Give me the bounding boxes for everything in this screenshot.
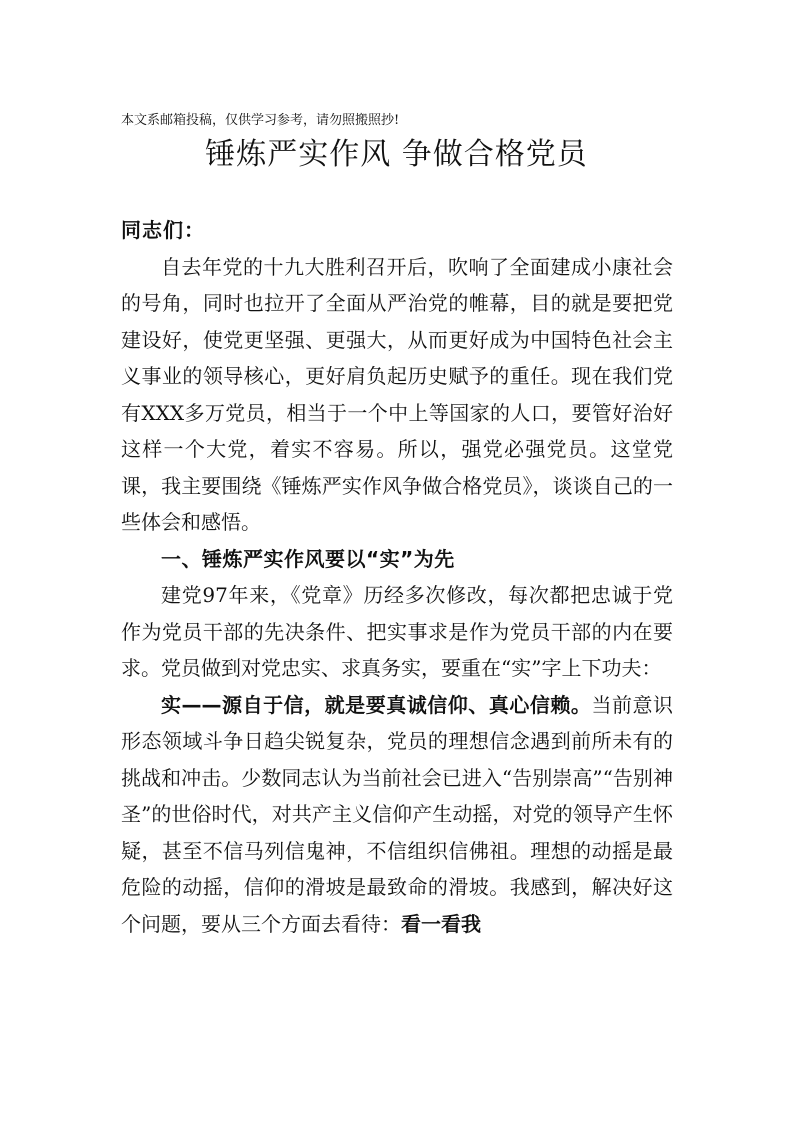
- paragraph-party-history: 建党97年来，《党章》历经多次修改，每次都把忠诚于党作为党员干部的先决条件、把实事求是作为党员干部的内在要求。党员做到对党忠实、求真务实，要重在“实”字上下功夫：: [121, 583, 673, 680]
- document-title: 锤炼严实作风 争做合格党员: [205, 137, 588, 172]
- document-body: [121, 212, 673, 942]
- paragraph-faith-lead: 实——源自于信，就是要真诚信仰、真心信赖。: [161, 692, 592, 717]
- salutation: 同志们：: [121, 218, 205, 242]
- submission-notice: 本文系邮箱投稿，仅供学习参考，请勿照搬照抄!: [121, 113, 400, 128]
- paragraph-intro: 自去年党的十九大胜利召开后，吹响了全面建成小康社会的号角，同时也拉开了全面从严治党的帷幕，目的就是要把党建设好，使党更坚强、更强大，从而更好成为中国特色社会主义事业的领导核心，更好肩负起历史赋予的重任。现在我们党有XXX多万党员，相当于一个中上等国家的人口，要管好治好这样一个大党，着实不容易。所以，强党必强党员。这堂党课，我主要围绕《锤炼严实作风争做合格党员》，谈谈自己的一些体会和感悟。: [121, 254, 673, 534]
- paragraph-faith-text: 当前意识形态领域斗争日趋尖锐复杂，党员的理想信念遇到前所未有的挑战和冲击。少数同志认为当前社会已进入“告别崇高”“告别神圣”的世俗时代，对共产主义信仰产生动摇，对党的领导产生怀疑，甚至不信马列信鬼神，不信组织信佛祖。理想的动摇是最危险的动摇，信仰的滑坡是最致命的滑坡。我感到，解决好这个问题，要从三个方面去看待：: [121, 692, 674, 936]
- paragraph-faith-tail: 看一看我: [401, 911, 481, 936]
- paragraph-faith: [121, 687, 673, 943]
- section-heading-1: 一、锤炼严实作风要以“实”为先: [161, 546, 455, 571]
